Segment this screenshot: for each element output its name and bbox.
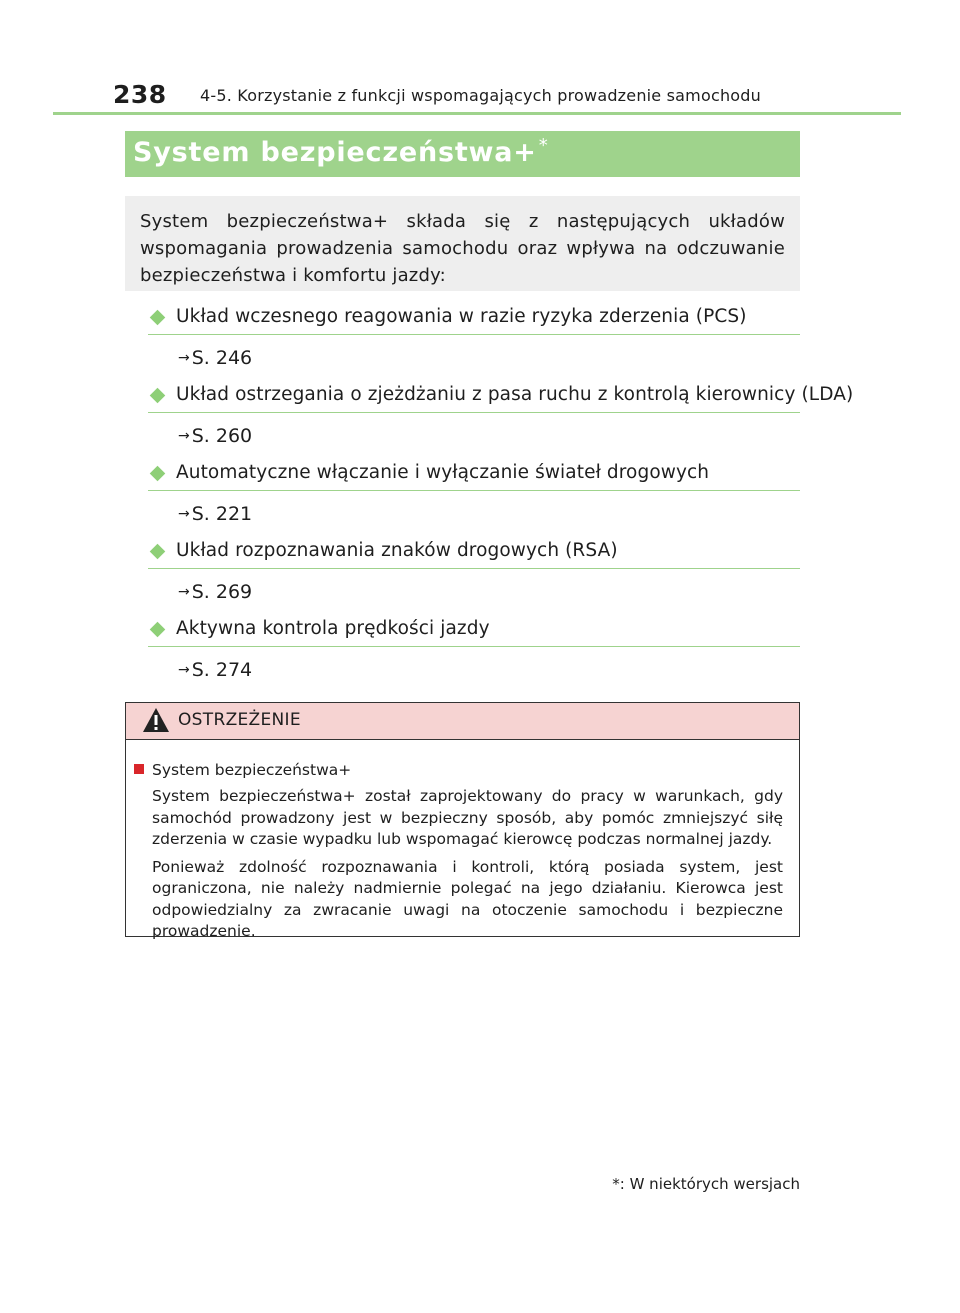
feature-list bbox=[148, 304, 854, 694]
arrow-right-icon: → bbox=[178, 662, 190, 678]
warning-box bbox=[125, 702, 800, 940]
page-reference-text: S. 260 bbox=[191, 425, 253, 447]
section-title-text: System bezpieczeństwa+ bbox=[133, 137, 537, 168]
feature-title: Układ rozpoznawania znaków drogowych (RSA) bbox=[176, 540, 618, 561]
page-reference-text: S. 246 bbox=[191, 347, 253, 369]
diamond-bullet-icon bbox=[150, 310, 166, 326]
intro-box bbox=[125, 196, 800, 291]
header-divider bbox=[53, 112, 901, 115]
arrow-right-icon: → bbox=[178, 506, 190, 522]
page-reference-text: S. 221 bbox=[191, 503, 253, 525]
page-header bbox=[0, 0, 960, 116]
feature-item bbox=[148, 538, 800, 616]
feature-title-row bbox=[148, 460, 800, 491]
feature-item bbox=[148, 460, 800, 538]
feature-item bbox=[148, 382, 854, 460]
diamond-bullet-icon bbox=[150, 388, 166, 404]
diamond-bullet-icon bbox=[150, 622, 166, 638]
arrow-right-icon: → bbox=[178, 350, 190, 366]
warning-item-title: System bezpieczeństwa+ bbox=[152, 761, 352, 779]
footnote: *: W niektórych wersjach bbox=[612, 1175, 800, 1193]
warning-title: OSTRZEŻENIE bbox=[178, 710, 301, 730]
intro-text: System bezpieczeństwa+ składa się z następujących układów wspomagania prowadzenia samochodu oraz wpływa na odczuwanie bezpieczeństwa i komfortu jazdy: bbox=[140, 211, 785, 286]
arrow-right-icon: → bbox=[178, 428, 190, 444]
section-title bbox=[133, 135, 549, 168]
warning-item-title-row bbox=[152, 760, 783, 782]
asterisk-marker: * bbox=[538, 135, 549, 156]
warning-triangle-icon bbox=[142, 707, 170, 733]
page-reference[interactable] bbox=[178, 347, 252, 369]
page-reference[interactable] bbox=[178, 659, 252, 681]
page-number: 238 bbox=[113, 80, 167, 109]
feature-title: Układ ostrzegania o zjeżdżaniu z pasa ruchu z kontrolą kierownicy (LDA) bbox=[176, 384, 854, 405]
feature-title-row bbox=[148, 616, 800, 647]
arrow-right-icon: → bbox=[178, 584, 190, 600]
feature-item bbox=[148, 304, 800, 382]
feature-title-row bbox=[148, 382, 854, 413]
page-reference[interactable] bbox=[178, 503, 252, 525]
chapter-title: 4-5. Korzystanie z funkcji wspomagających prowadzenie samochodu bbox=[200, 86, 761, 105]
section-banner bbox=[125, 131, 800, 177]
warning-header bbox=[126, 703, 799, 740]
diamond-bullet-icon bbox=[150, 544, 166, 560]
warning-body bbox=[126, 740, 799, 943]
feature-title: Automatyczne włączanie i wyłączanie świateł drogowych bbox=[176, 462, 710, 483]
page-reference-text: S. 274 bbox=[191, 659, 253, 681]
warning-paragraph: System bezpieczeństwa+ został zaprojektowany do pracy w warunkach, gdy samochód prowadzony jest w bezpieczny sposób, aby pomóc zmniejszyć siłę zderzenia w czasie wypadku lub wspomagać kierowcę podczas normalnej jazdy. bbox=[152, 787, 783, 848]
feature-title-row bbox=[148, 538, 800, 569]
diamond-bullet-icon bbox=[150, 466, 166, 482]
feature-title-row bbox=[148, 304, 800, 335]
feature-title: Układ wczesnego reagowania w razie ryzyka zderzenia (PCS) bbox=[176, 306, 747, 327]
page-reference[interactable] bbox=[178, 581, 252, 603]
page-reference-text: S. 269 bbox=[191, 581, 253, 603]
warning-paragraph: Ponieważ zdolność rozpoznawania i kontroli, którą posiada system, jest ograniczona, nie należy nadmiernie polegać na jego działaniu. Kierowca jest odpowiedzialny za zwracanie uwagi na otoczenie samochodu i bezpieczne prowadzenie. bbox=[152, 857, 783, 940]
feature-title: Aktywna kontrola prędkości jazdy bbox=[176, 618, 490, 639]
page-reference[interactable] bbox=[178, 425, 252, 447]
square-bullet-icon bbox=[134, 764, 144, 774]
feature-item bbox=[148, 616, 800, 694]
